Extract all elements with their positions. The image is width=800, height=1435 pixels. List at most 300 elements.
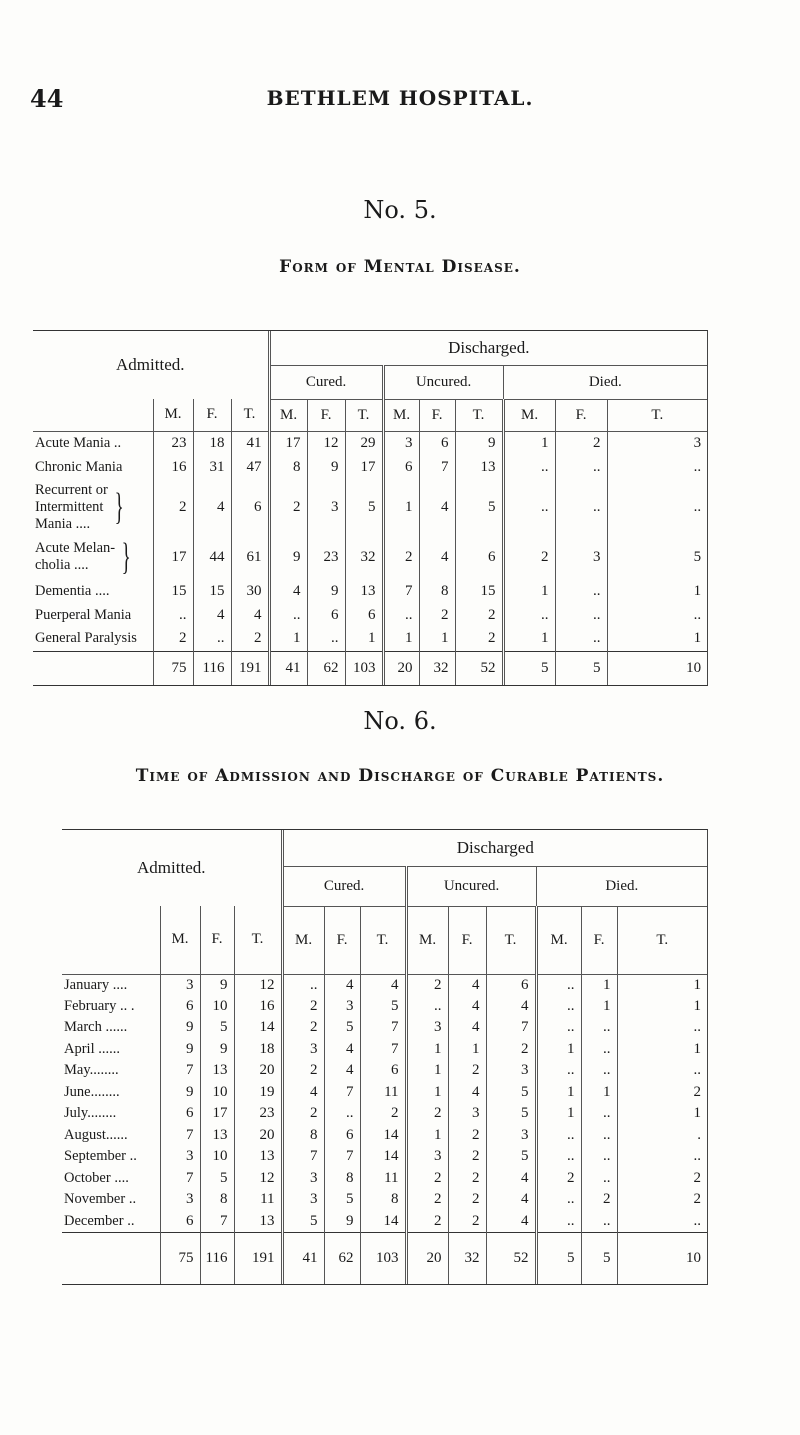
- table-cell: ..: [581, 1017, 617, 1039]
- table-cell: 8: [419, 579, 455, 603]
- table-cell: ..: [581, 1146, 617, 1168]
- table-cell: 12: [234, 1168, 282, 1190]
- table-cell: 8: [200, 1189, 234, 1211]
- table-cell: 5: [486, 1082, 536, 1104]
- table-cell: 29: [345, 431, 383, 455]
- total-cell: 191: [234, 1232, 282, 1284]
- table-cell: 1: [617, 1039, 707, 1061]
- table-cell: 20: [234, 1060, 282, 1082]
- total-cell: 5: [581, 1232, 617, 1284]
- table-cell: 3: [160, 974, 200, 996]
- table-cell: 6: [486, 974, 536, 996]
- table-row: [33, 627, 707, 651]
- table-cell: 3: [307, 479, 345, 535]
- table-cell: 9: [160, 1082, 200, 1104]
- table-cell: ..: [581, 1168, 617, 1190]
- total-cell: 10: [607, 651, 707, 685]
- row-label: December ..: [64, 1212, 135, 1229]
- table-cell: 44: [193, 535, 231, 579]
- total-cell: 5: [503, 651, 555, 685]
- table-cell: 2: [503, 535, 555, 579]
- table-cell: 2: [448, 1168, 486, 1190]
- table-cell: 7: [160, 1060, 200, 1082]
- table6-title: Time of Admission and Discharge of Curable Patients.: [135, 766, 665, 786]
- table-cell: 4: [269, 579, 307, 603]
- table-cell: ..: [555, 627, 607, 651]
- table-cell: ..: [536, 1211, 581, 1233]
- table-cell: 3: [607, 431, 707, 455]
- total-cell: 10: [617, 1232, 707, 1284]
- table-cell: 3: [383, 431, 419, 455]
- table-cell: 2: [455, 627, 503, 651]
- table-cell: 7: [324, 1082, 360, 1104]
- table-cell: ..: [282, 974, 324, 996]
- col-header: F.: [419, 399, 455, 431]
- table-cell: 17: [200, 1103, 234, 1125]
- total-cell: 32: [448, 1232, 486, 1284]
- table-cell: 1: [581, 996, 617, 1018]
- table-cell: 1: [383, 627, 419, 651]
- uncured-header: Uncured.: [383, 365, 503, 399]
- row-label: May........: [64, 1062, 119, 1079]
- table-cell: ..: [503, 455, 555, 479]
- page-number: 44: [30, 84, 64, 113]
- table-cell: 4: [419, 535, 455, 579]
- table-cell: ..: [617, 1060, 707, 1082]
- table-cell: ..: [607, 455, 707, 479]
- table-cell: 3: [486, 1125, 536, 1147]
- label-col-header: [62, 906, 160, 974]
- table-cell: 8: [324, 1168, 360, 1190]
- total-cell: 75: [160, 1232, 200, 1284]
- table6-number: No. 6.: [363, 707, 437, 735]
- table-cell: ..: [324, 1103, 360, 1125]
- table-cell: 18: [234, 1039, 282, 1061]
- total-cell: 41: [269, 651, 307, 685]
- table-cell: 2: [282, 1103, 324, 1125]
- col-header: M.: [269, 399, 307, 431]
- table-cell: 5: [282, 1211, 324, 1233]
- col-header: F.: [448, 906, 486, 974]
- table-cell: 3: [160, 1146, 200, 1168]
- table-cell: 2: [486, 1039, 536, 1061]
- total-cell: 5: [536, 1232, 581, 1284]
- table-cell: 6: [160, 1211, 200, 1233]
- table-cell: 5: [486, 1103, 536, 1125]
- total-cell: 103: [345, 651, 383, 685]
- table5: [33, 330, 708, 686]
- col-header: F.: [324, 906, 360, 974]
- table-cell: 3: [486, 1060, 536, 1082]
- col-header: T.: [345, 399, 383, 431]
- total-cell: 116: [193, 651, 231, 685]
- col-header: M.: [406, 906, 448, 974]
- table-cell: 7: [200, 1211, 234, 1233]
- table-cell: 2: [282, 1060, 324, 1082]
- col-header: T.: [455, 399, 503, 431]
- table-cell: 23: [234, 1103, 282, 1125]
- total-cell: 52: [486, 1232, 536, 1284]
- col-header: T.: [231, 399, 269, 431]
- table-cell: 2: [406, 1168, 448, 1190]
- table-cell: ..: [581, 1039, 617, 1061]
- table-row: [62, 1103, 707, 1125]
- total-cell: 191: [231, 651, 269, 685]
- table-cell: 3: [406, 1017, 448, 1039]
- table-row: [33, 479, 707, 535]
- table-cell: 4: [282, 1082, 324, 1104]
- table-cell: 4: [448, 1017, 486, 1039]
- table-cell: 2: [448, 1146, 486, 1168]
- table-cell: 7: [324, 1146, 360, 1168]
- table-cell: 9: [455, 431, 503, 455]
- discharged-header: Discharged.: [269, 331, 707, 365]
- table-cell: ..: [555, 579, 607, 603]
- table-cell: 5: [455, 479, 503, 535]
- table-cell: 11: [360, 1082, 406, 1104]
- table-cell: 2: [282, 1017, 324, 1039]
- col-header: T.: [234, 906, 282, 974]
- table-cell: ..: [555, 479, 607, 535]
- table-cell: 4: [486, 1211, 536, 1233]
- table-cell: 14: [234, 1017, 282, 1039]
- col-header: M.: [282, 906, 324, 974]
- table-cell: ..: [503, 603, 555, 627]
- table-cell: ..: [503, 479, 555, 535]
- table-cell: 10: [200, 1082, 234, 1104]
- col-header: M.: [536, 906, 581, 974]
- table-cell: 8: [269, 455, 307, 479]
- table-row: [62, 1211, 707, 1233]
- table-row: [62, 1189, 707, 1211]
- table-cell: 13: [200, 1125, 234, 1147]
- table-cell: 1: [536, 1103, 581, 1125]
- table-cell: 47: [231, 455, 269, 479]
- page-header: [30, 84, 770, 124]
- cured-header: Cured.: [282, 866, 406, 906]
- row-label-line: Intermittent: [35, 498, 104, 515]
- table-cell: 19: [234, 1082, 282, 1104]
- table-cell: 1: [607, 627, 707, 651]
- row-label: November ..: [64, 1191, 137, 1208]
- row-label: October ....: [64, 1169, 129, 1186]
- table-cell: 13: [200, 1060, 234, 1082]
- label-col-header: [33, 399, 153, 431]
- table-cell: 7: [383, 579, 419, 603]
- table-cell: 1: [617, 1103, 707, 1125]
- table-cell: 8: [360, 1189, 406, 1211]
- table-cell: 2: [406, 974, 448, 996]
- table-cell: ..: [555, 603, 607, 627]
- table-cell: .: [617, 1125, 707, 1147]
- table-cell: 2: [448, 1211, 486, 1233]
- table-cell: 9: [160, 1039, 200, 1061]
- row-label: [33, 479, 153, 535]
- table-cell: 3: [282, 1039, 324, 1061]
- table-cell: ..: [536, 1060, 581, 1082]
- table-cell: 4: [448, 1082, 486, 1104]
- table-cell: ..: [607, 603, 707, 627]
- table-cell: 1: [448, 1039, 486, 1061]
- table-cell: 5: [200, 1168, 234, 1190]
- died-header: Died.: [536, 866, 707, 906]
- table-cell: 30: [231, 579, 269, 603]
- table-cell: 1: [406, 1039, 448, 1061]
- row-label: March ......: [64, 1019, 128, 1036]
- table-cell: 4: [486, 1168, 536, 1190]
- col-header: F.: [193, 399, 231, 431]
- row-label: September ..: [64, 1148, 137, 1165]
- table-cell: 1: [581, 974, 617, 996]
- table-cell: 1: [607, 579, 707, 603]
- table-cell: 1: [617, 996, 707, 1018]
- table-cell: 16: [153, 455, 193, 479]
- table-cell: 14: [360, 1146, 406, 1168]
- table-cell: 1: [406, 1082, 448, 1104]
- table-cell: 3: [282, 1189, 324, 1211]
- table-cell: 5: [324, 1189, 360, 1211]
- table-cell: 2: [153, 627, 193, 651]
- table-cell: 11: [360, 1168, 406, 1190]
- table-cell: 3: [555, 535, 607, 579]
- table-cell: ..: [193, 627, 231, 651]
- table-cell: 18: [193, 431, 231, 455]
- table-cell: 9: [200, 1039, 234, 1061]
- table-cell: 6: [307, 603, 345, 627]
- table-cell: 5: [324, 1017, 360, 1039]
- total-cell: 32: [419, 651, 455, 685]
- table-cell: 2: [581, 1189, 617, 1211]
- table-cell: 7: [360, 1039, 406, 1061]
- table-cell: 7: [360, 1017, 406, 1039]
- table-cell: 9: [269, 535, 307, 579]
- table-cell: 14: [360, 1125, 406, 1147]
- table-cell: 20: [234, 1125, 282, 1147]
- table-row: [62, 996, 707, 1018]
- table-cell: 6: [160, 1103, 200, 1125]
- table-cell: 4: [193, 479, 231, 535]
- table-cell: 4: [324, 974, 360, 996]
- table-cell: 6: [231, 479, 269, 535]
- table-cell: ..: [617, 1017, 707, 1039]
- table-cell: 2: [406, 1103, 448, 1125]
- table-cell: ..: [607, 479, 707, 535]
- table-cell: 13: [455, 455, 503, 479]
- table-cell: 32: [345, 535, 383, 579]
- table-cell: 4: [231, 603, 269, 627]
- table-cell: 7: [160, 1168, 200, 1190]
- table-cell: 2: [406, 1189, 448, 1211]
- table-cell: 2: [448, 1125, 486, 1147]
- table-cell: 9: [160, 1017, 200, 1039]
- row-label: April ......: [64, 1040, 120, 1057]
- table-cell: 2: [448, 1060, 486, 1082]
- col-header: T.: [607, 399, 707, 431]
- table-cell: 2: [231, 627, 269, 651]
- col-header: M.: [383, 399, 419, 431]
- table-cell: ..: [581, 1125, 617, 1147]
- totals-label: [62, 1232, 160, 1284]
- col-header: F.: [581, 906, 617, 974]
- table-cell: 9: [307, 579, 345, 603]
- table-row: [62, 1039, 707, 1061]
- table-cell: 7: [486, 1017, 536, 1039]
- table-cell: 2: [419, 603, 455, 627]
- table-row: [62, 1125, 707, 1147]
- totals-label: [33, 651, 153, 685]
- table-cell: ..: [581, 1060, 617, 1082]
- row-label-line: Recurrent or: [35, 481, 108, 498]
- table-cell: 2: [455, 603, 503, 627]
- total-cell: 20: [383, 651, 419, 685]
- table-cell: 4: [193, 603, 231, 627]
- row-label: Chronic Mania: [35, 458, 123, 475]
- total-cell: 103: [360, 1232, 406, 1284]
- table-cell: 1: [406, 1125, 448, 1147]
- table-cell: 6: [455, 535, 503, 579]
- uncured-header: Uncured.: [406, 866, 536, 906]
- table-cell: 1: [503, 431, 555, 455]
- table-cell: 15: [455, 579, 503, 603]
- table-cell: 9: [324, 1211, 360, 1233]
- table-cell: 4: [419, 479, 455, 535]
- table-cell: 23: [153, 431, 193, 455]
- brace-glyph: }: [121, 536, 131, 578]
- table-cell: 4: [486, 1189, 536, 1211]
- table-cell: 41: [231, 431, 269, 455]
- table-cell: 3: [282, 1168, 324, 1190]
- total-cell: 75: [153, 651, 193, 685]
- table-row: [62, 1060, 707, 1082]
- table-cell: 17: [345, 455, 383, 479]
- table-cell: ..: [536, 974, 581, 996]
- table-cell: ..: [383, 603, 419, 627]
- table-cell: 1: [536, 1082, 581, 1104]
- row-label-line: Acute Melan-: [35, 540, 116, 556]
- table-cell: ..: [536, 1017, 581, 1039]
- table-cell: 5: [345, 479, 383, 535]
- table-cell: 3: [406, 1146, 448, 1168]
- table-cell: 4: [324, 1060, 360, 1082]
- table-row: [33, 431, 707, 455]
- col-header: M.: [153, 399, 193, 431]
- table-cell: ..: [269, 603, 307, 627]
- total-cell: 41: [282, 1232, 324, 1284]
- table-row: [62, 1017, 707, 1039]
- table-cell: 17: [269, 431, 307, 455]
- table-cell: 11: [234, 1189, 282, 1211]
- row-label: [33, 535, 153, 579]
- col-header: T.: [617, 906, 707, 974]
- table6: [62, 829, 708, 1285]
- table-cell: 12: [307, 431, 345, 455]
- col-header: M.: [503, 399, 555, 431]
- table-cell: 5: [486, 1146, 536, 1168]
- table-row: [62, 1082, 707, 1104]
- row-label: August......: [64, 1126, 128, 1143]
- table-cell: 15: [153, 579, 193, 603]
- total-cell: 62: [324, 1232, 360, 1284]
- table-cell: 2: [448, 1189, 486, 1211]
- table-cell: 2: [617, 1082, 707, 1104]
- table-cell: 1: [536, 1039, 581, 1061]
- table-cell: 23: [307, 535, 345, 579]
- table-row: [33, 455, 707, 479]
- total-cell: 116: [200, 1232, 234, 1284]
- table-cell: 16: [234, 996, 282, 1018]
- admitted-header: Admitted.: [116, 355, 185, 374]
- table-row: [33, 579, 707, 603]
- row-label: General Paralysis: [35, 630, 137, 647]
- table-cell: 2: [406, 1211, 448, 1233]
- total-cell: 62: [307, 651, 345, 685]
- total-cell: 5: [555, 651, 607, 685]
- table-cell: 4: [360, 974, 406, 996]
- table-cell: 17: [153, 535, 193, 579]
- table-cell: ..: [617, 1146, 707, 1168]
- table-cell: ..: [581, 1103, 617, 1125]
- table-cell: ..: [555, 455, 607, 479]
- col-header: F.: [307, 399, 345, 431]
- table-cell: 6: [383, 455, 419, 479]
- brace-glyph: }: [114, 486, 124, 528]
- row-label: Dementia ....: [35, 582, 110, 599]
- table-cell: 1: [345, 627, 383, 651]
- table-cell: 1: [383, 479, 419, 535]
- table-cell: ..: [617, 1211, 707, 1233]
- table-cell: ..: [536, 1189, 581, 1211]
- table-cell: 2: [282, 996, 324, 1018]
- table-cell: 15: [193, 579, 231, 603]
- table-cell: 2: [617, 1189, 707, 1211]
- table-cell: 5: [360, 996, 406, 1018]
- col-header: F.: [555, 399, 607, 431]
- table-cell: 5: [607, 535, 707, 579]
- col-header: F.: [200, 906, 234, 974]
- table-cell: 1: [269, 627, 307, 651]
- table-cell: 6: [324, 1125, 360, 1147]
- table-cell: 1: [406, 1060, 448, 1082]
- table-cell: 10: [200, 1146, 234, 1168]
- table-cell: 4: [486, 996, 536, 1018]
- col-header: T.: [486, 906, 536, 974]
- discharged-header: Discharged: [282, 830, 707, 866]
- table-cell: 6: [360, 1060, 406, 1082]
- table-cell: 6: [160, 996, 200, 1018]
- table-cell: 13: [234, 1211, 282, 1233]
- table-cell: 61: [231, 535, 269, 579]
- table-row: [62, 1168, 707, 1190]
- table-cell: 1: [617, 974, 707, 996]
- row-label-line: cholia ....: [35, 557, 89, 573]
- table-cell: 9: [307, 455, 345, 479]
- table-cell: ..: [153, 603, 193, 627]
- table-cell: 13: [234, 1146, 282, 1168]
- col-header: T.: [360, 906, 406, 974]
- table-cell: 1: [503, 627, 555, 651]
- table-cell: ..: [536, 1125, 581, 1147]
- table-row: [62, 974, 707, 996]
- cured-header: Cured.: [269, 365, 383, 399]
- died-header: Died.: [503, 365, 707, 399]
- table-cell: 1: [419, 627, 455, 651]
- table-cell: 14: [360, 1211, 406, 1233]
- table-cell: 10: [200, 996, 234, 1018]
- table-cell: 31: [193, 455, 231, 479]
- table-row: [62, 1146, 707, 1168]
- table-cell: 2: [269, 479, 307, 535]
- table-cell: 2: [536, 1168, 581, 1190]
